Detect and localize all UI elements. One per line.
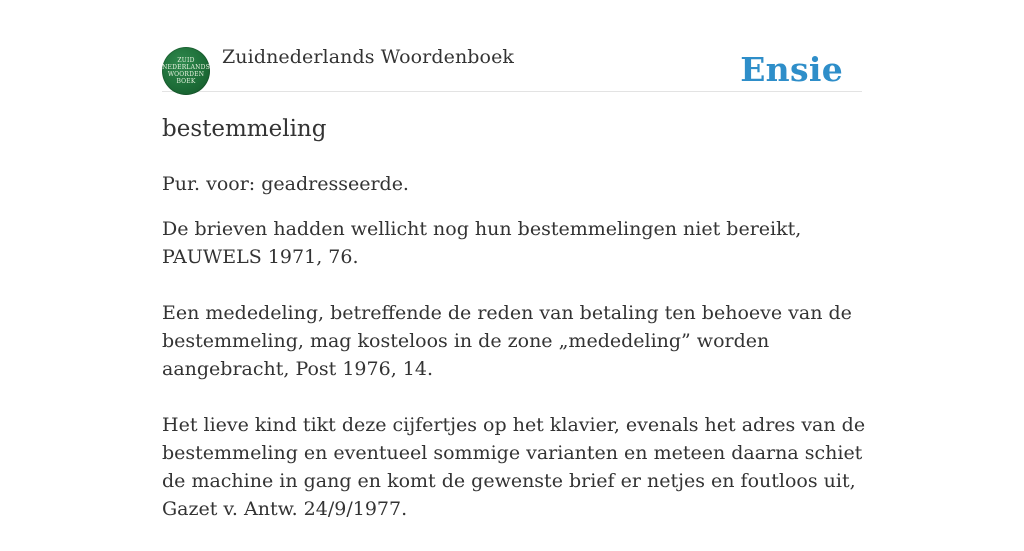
example-quote: Het lieve kind tikt deze cijfertjes op het klavier, evenals het adres van de bestemmeling en eventueel sommige varianten en meteen daarna schiet de machine in gang en komt de gewenste brief er netjes en foutloos uit, Gazet v. Antw. 24/9/1977. bbox=[162, 414, 866, 520]
entry-definition: Pur. voor: geadresseerde. bbox=[162, 173, 409, 195]
header bbox=[162, 0, 862, 92]
ensie-brand-link[interactable]: Ensie bbox=[740, 50, 843, 89]
logo-text-line: BOEK bbox=[176, 78, 196, 85]
example-quote: Een mededeling, betreffende de reden van betaling ten behoeve van de bestemmeling, mag kosteloos in de zone „mededeling” worden aangebracht, Post 1976, 14. bbox=[162, 302, 852, 380]
page bbox=[162, 0, 866, 520]
example-quote: De brieven hadden wellicht nog hun bestemmelingen niet bereikt, PAUWELS 1971, 76. bbox=[162, 218, 802, 268]
entry-headword: bestemmeling bbox=[162, 116, 327, 142]
dictionary-logo[interactable] bbox=[162, 47, 210, 95]
logo-text-line: ZUID bbox=[177, 57, 195, 64]
logo-text-line: WOORDEN bbox=[167, 71, 205, 78]
example-list bbox=[162, 215, 867, 551]
site-title[interactable]: Zuidnederlands Woordenboek bbox=[222, 46, 515, 68]
logo-text-line: NEDERLANDS bbox=[162, 64, 210, 71]
